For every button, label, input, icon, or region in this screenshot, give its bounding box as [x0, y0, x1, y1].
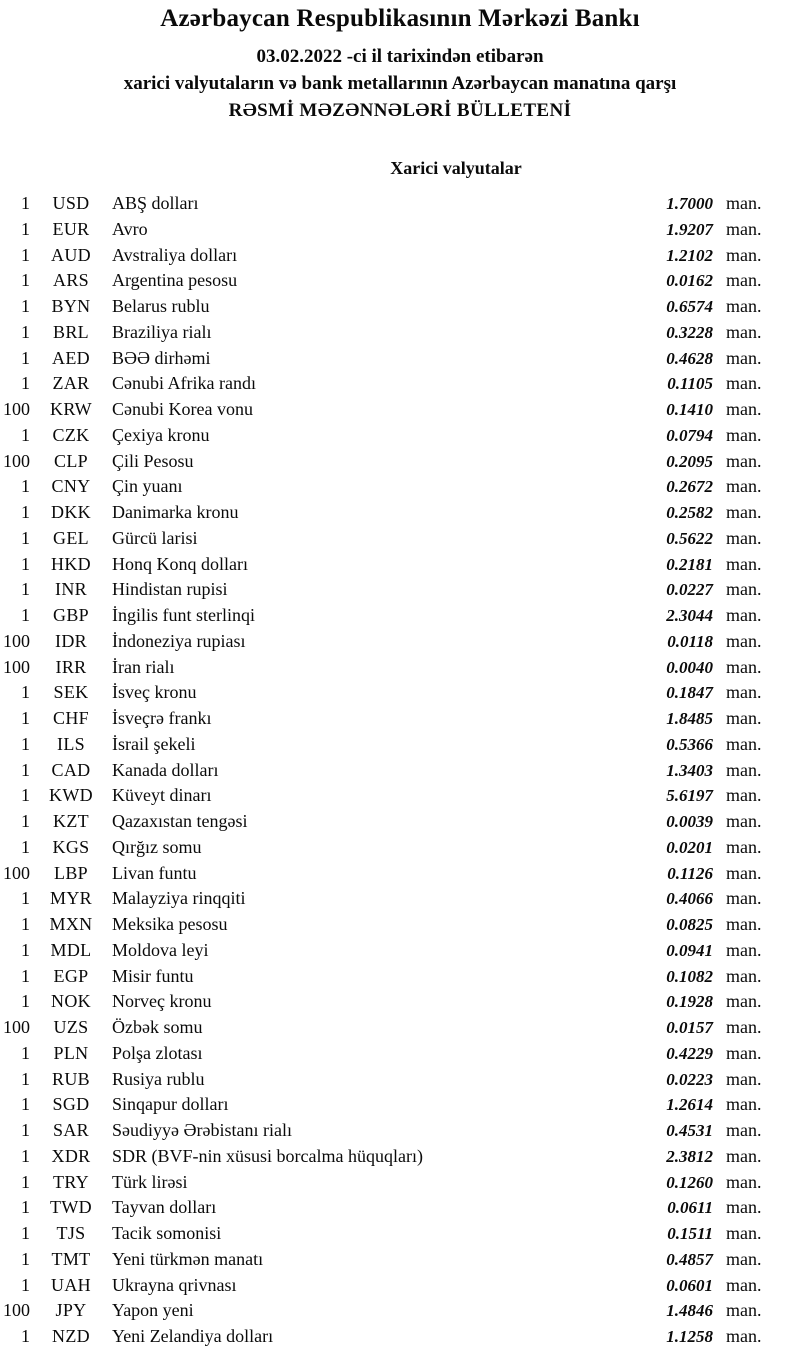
currency-code: KGS — [52, 836, 90, 857]
currency-code: MXN — [49, 914, 93, 934]
currency-name: İndoneziya rupiası — [112, 630, 246, 651]
rate-value: 0.5366 — [666, 734, 713, 754]
unit-quantity: 1 — [21, 991, 30, 1012]
currency-code: TJS — [56, 1223, 86, 1243]
rate-unit: man. — [726, 965, 762, 986]
currency-code: CHF — [53, 708, 89, 728]
currency-name: Danimarka kronu — [112, 502, 239, 522]
unit-quantity: 1 — [21, 527, 30, 548]
exchange-rate-row — [0, 1118, 773, 1144]
exchange-rate-row — [0, 1324, 773, 1350]
rate-unit: man. — [726, 605, 762, 625]
currency-code: INR — [55, 579, 87, 600]
exchange-rate-row — [0, 500, 773, 526]
rate-unit: man. — [726, 1326, 762, 1346]
rate-value: 0.2582 — [666, 503, 713, 522]
exchange-rate-row — [0, 1041, 773, 1067]
section-title-foreign-currencies: Xarici valyutalar — [390, 158, 522, 178]
rate-value: 1.7000 — [666, 194, 713, 213]
rate-value: 0.5622 — [666, 528, 713, 548]
rate-value: 0.1082 — [666, 966, 713, 986]
currency-code: JPY — [55, 1300, 87, 1321]
currency-code: UAH — [51, 1274, 91, 1295]
currency-code: ILS — [57, 733, 85, 754]
rate-value: 0.0157 — [666, 1018, 713, 1037]
currency-code: UZS — [53, 1017, 89, 1037]
unit-quantity: 1 — [21, 296, 30, 316]
unit-quantity: 1 — [21, 1248, 30, 1269]
currency-name: İsveç kronu — [112, 682, 197, 703]
unit-quantity: 1 — [21, 888, 30, 909]
unit-quantity: 1 — [21, 553, 30, 574]
currency-code: KRW — [50, 399, 92, 419]
currency-name: Yeni Zelandiya dolları — [112, 1326, 274, 1346]
currency-name: Küveyt dinarı — [112, 785, 212, 806]
exchange-rate-row — [0, 1092, 773, 1118]
exchange-rate-row — [0, 217, 773, 243]
currency-name: Meksika pesosu — [112, 914, 228, 934]
currency-name: Livan funtu — [112, 862, 197, 883]
currency-code: CZK — [52, 424, 90, 445]
unit-quantity: 100 — [3, 862, 30, 883]
currency-code: MYR — [50, 888, 92, 909]
currency-code: AUD — [51, 244, 91, 265]
exchange-rate-row — [0, 758, 773, 784]
exchange-rate-row — [0, 397, 773, 423]
currency-code: LBP — [54, 862, 88, 883]
exchange-rate-row — [0, 294, 773, 320]
rate-value: 1.2614 — [666, 1095, 713, 1115]
unit-quantity: 1 — [21, 914, 30, 934]
unit-quantity: 1 — [21, 836, 30, 857]
exchange-rate-row — [0, 243, 773, 269]
currency-name: Sinqapur dolları — [112, 1094, 229, 1115]
exchange-rate-row — [0, 191, 773, 217]
currency-name: Çexiya kronu — [112, 424, 210, 445]
currency-name: Cənubi Korea vonu — [112, 399, 253, 419]
currency-name: Polşa zlotası — [112, 1042, 203, 1063]
rate-value: 0.1126 — [667, 863, 713, 883]
unit-quantity: 1 — [21, 811, 30, 831]
rate-unit: man. — [726, 244, 762, 265]
rate-value: 0.1928 — [666, 992, 713, 1012]
currency-code: TMT — [51, 1248, 91, 1269]
exchange-rate-row — [0, 989, 773, 1015]
currency-name: İran rialı — [112, 656, 175, 677]
currency-code: NZD — [52, 1326, 90, 1346]
rate-unit: man. — [726, 656, 762, 677]
unit-quantity: 100 — [3, 1300, 30, 1321]
currency-code: KZT — [53, 811, 89, 831]
rate-value: 0.0227 — [666, 580, 713, 600]
rate-value: 0.2672 — [666, 477, 713, 497]
rate-unit: man. — [726, 1197, 762, 1218]
rate-value: 0.0162 — [666, 271, 713, 291]
currency-name: Cənubi Afrika randı — [112, 373, 256, 394]
exchange-rate-row — [0, 371, 773, 397]
rate-unit: man. — [726, 347, 762, 368]
currency-name: Türk lirəsi — [112, 1171, 188, 1192]
rate-value: 0.3228 — [666, 322, 713, 342]
rate-value: 0.0825 — [666, 915, 713, 934]
unit-quantity: 1 — [21, 1171, 30, 1192]
currency-code: PLN — [53, 1042, 89, 1063]
exchange-rate-row — [0, 1247, 773, 1273]
currency-code: BRL — [53, 321, 89, 342]
unit-quantity: 1 — [21, 1120, 30, 1140]
currency-name: Qazaxıstan tengəsi — [112, 811, 248, 831]
rate-value: 0.1410 — [666, 400, 713, 419]
rate-value: 0.4531 — [666, 1121, 713, 1140]
unit-quantity: 1 — [21, 373, 30, 394]
unit-quantity: 1 — [21, 1326, 30, 1346]
currency-name: Moldova leyi — [112, 939, 209, 960]
rate-value: 2.3044 — [666, 606, 713, 625]
rate-unit: man. — [726, 1274, 762, 1295]
unit-quantity: 1 — [21, 605, 30, 625]
currency-name: İngilis funt sterlinqi — [112, 605, 255, 625]
unit-quantity: 1 — [21, 1197, 30, 1218]
rate-unit: man. — [726, 1223, 762, 1243]
unit-quantity: 1 — [21, 1274, 30, 1295]
rate-value: 0.0941 — [666, 940, 713, 960]
exchange-rate-row — [0, 783, 773, 809]
unit-quantity: 1 — [21, 733, 30, 754]
currency-name: Tacik somonisi — [112, 1223, 222, 1243]
currency-code: CAD — [51, 759, 91, 780]
rate-unit: man. — [726, 296, 762, 316]
effective-date-line: 03.02.2022 -ci il tarixindən etibarən — [256, 46, 544, 67]
rate-value: 0.0611 — [667, 1198, 713, 1218]
rate-unit: man. — [726, 424, 762, 445]
unit-quantity: 100 — [3, 630, 30, 651]
currency-name: İsveçrə frankı — [112, 708, 212, 728]
unit-quantity: 1 — [21, 270, 30, 291]
exchange-rate-row — [0, 1195, 773, 1221]
currency-code: EGP — [53, 965, 89, 986]
currency-code: GBP — [53, 605, 89, 625]
currency-name: Tayvan dolları — [112, 1197, 217, 1218]
currency-name: Yeni türkmən manatı — [112, 1248, 264, 1269]
unit-quantity: 100 — [3, 1017, 30, 1037]
exchange-rate-row — [0, 1144, 773, 1170]
rate-unit: man. — [726, 630, 762, 651]
bank-title: Azərbaycan Respublikasının Mərkəzi Bankı — [160, 5, 640, 32]
currency-name: Yapon yeni — [112, 1300, 194, 1321]
unit-quantity: 1 — [21, 1094, 30, 1115]
rate-unit: man. — [726, 476, 762, 497]
rate-unit: man. — [726, 270, 762, 291]
exchange-rate-row — [0, 964, 773, 990]
rate-value: 1.4846 — [666, 1301, 713, 1321]
exchange-rate-row — [0, 655, 773, 681]
unit-quantity: 1 — [21, 321, 30, 342]
exchange-rate-row — [0, 320, 773, 346]
currency-name: Misir funtu — [112, 965, 194, 986]
rate-unit: man. — [726, 450, 762, 471]
rate-value: 1.9207 — [666, 219, 713, 239]
exchange-rate-row — [0, 886, 773, 912]
rate-unit: man. — [726, 991, 762, 1012]
exchange-rate-row — [0, 474, 773, 500]
rate-unit: man. — [726, 1248, 762, 1269]
currency-name: Kanada dolları — [112, 759, 219, 780]
exchange-rate-row — [0, 1067, 773, 1093]
exchange-rate-row — [0, 346, 773, 372]
rate-value: 5.6197 — [666, 786, 713, 806]
rate-unit: man. — [726, 1017, 762, 1037]
unit-quantity: 1 — [21, 579, 30, 600]
currency-code: ARS — [53, 270, 89, 291]
exchange-rate-row — [0, 732, 773, 758]
currency-code: CLP — [54, 450, 88, 471]
currency-name: Gürcü larisi — [112, 527, 198, 548]
unit-quantity: 1 — [21, 244, 30, 265]
currency-name: Rusiya rublu — [112, 1068, 205, 1089]
exchange-rate-row — [0, 423, 773, 449]
rate-value: 0.1105 — [667, 374, 713, 394]
currency-name: Ukrayna qrivnası — [112, 1274, 237, 1295]
currency-code: NOK — [51, 991, 91, 1012]
currency-code: SEK — [53, 682, 89, 703]
rate-value: 0.0601 — [666, 1275, 713, 1295]
exchange-rate-row — [0, 706, 773, 732]
rate-value: 2.3812 — [666, 1146, 713, 1166]
bulletin-title: RƏSMİ MƏZƏNNƏLƏRİ BÜLLETENİ — [228, 100, 572, 121]
currency-code: SGD — [52, 1094, 90, 1115]
unit-quantity: 1 — [21, 193, 30, 213]
currency-code: TWD — [50, 1197, 92, 1218]
rate-value: 0.6574 — [666, 297, 713, 316]
currency-code: XDR — [51, 1145, 91, 1166]
exchange-rates-table — [0, 191, 773, 1350]
unit-quantity: 1 — [21, 1223, 30, 1243]
currency-code: BYN — [51, 296, 91, 316]
rate-value: 0.0201 — [666, 837, 713, 857]
currency-name: Malayziya rinqqiti — [112, 888, 246, 909]
exchange-rate-row — [0, 1273, 773, 1299]
rate-value: 0.4628 — [666, 348, 713, 368]
rate-unit: man. — [726, 1068, 762, 1089]
unit-quantity: 1 — [21, 939, 30, 960]
rate-unit: man. — [726, 708, 762, 728]
rate-value: 0.0118 — [667, 631, 713, 651]
rate-value: 0.2181 — [666, 554, 713, 574]
unit-quantity: 100 — [3, 656, 30, 677]
rate-value: 0.1511 — [667, 1224, 713, 1243]
unit-quantity: 1 — [21, 1068, 30, 1089]
rate-unit: man. — [726, 527, 762, 548]
rate-value: 0.2095 — [666, 451, 713, 471]
exchange-rate-row — [0, 938, 773, 964]
currency-name: SDR (BVF-nin xüsusi borcalma hüquqları) — [112, 1145, 423, 1166]
currency-name: Belarus rublu — [112, 296, 210, 316]
exchange-rate-row — [0, 629, 773, 655]
rate-value: 0.1847 — [666, 683, 713, 703]
currency-code: CNY — [51, 476, 91, 497]
rate-unit: man. — [726, 1094, 762, 1115]
currency-name: Qırğız somu — [112, 836, 202, 857]
unit-quantity: 100 — [3, 450, 30, 471]
rate-unit: man. — [726, 811, 762, 831]
rate-value: 1.8485 — [666, 709, 713, 728]
rate-unit: man. — [726, 1120, 762, 1140]
rate-value: 0.4229 — [666, 1043, 713, 1063]
rate-unit: man. — [726, 759, 762, 780]
exchange-rate-row — [0, 680, 773, 706]
currency-code: ZAR — [52, 373, 90, 394]
currency-code: IRR — [55, 656, 87, 677]
currency-code: DKK — [51, 502, 91, 522]
currency-code: IDR — [55, 630, 87, 651]
subject-line: xarici valyutaların və bank metallarının Azərbaycan manatına qarşı — [123, 73, 677, 94]
rate-unit: man. — [726, 733, 762, 754]
exchange-rate-row — [0, 268, 773, 294]
rate-unit: man. — [726, 939, 762, 960]
exchange-rate-row — [0, 1015, 773, 1041]
rate-unit: man. — [726, 785, 762, 806]
exchange-rate-row — [0, 809, 773, 835]
exchange-rate-row — [0, 552, 773, 578]
currency-name: Çili Pesosu — [112, 450, 194, 471]
unit-quantity: 1 — [21, 682, 30, 703]
unit-quantity: 1 — [21, 965, 30, 986]
currency-name: Özbək somu — [112, 1017, 203, 1037]
currency-code: TRY — [53, 1171, 89, 1192]
exchange-rate-row — [0, 577, 773, 603]
currency-name: BƏƏ dirhəmi — [112, 347, 211, 368]
rate-unit: man. — [726, 218, 762, 239]
unit-quantity: 1 — [21, 785, 30, 806]
currency-code: HKD — [51, 553, 91, 574]
exchange-rate-row — [0, 1298, 773, 1324]
currency-code: KWD — [49, 785, 93, 806]
rate-unit: man. — [726, 321, 762, 342]
exchange-rate-row — [0, 835, 773, 861]
rate-unit: man. — [726, 373, 762, 394]
rate-value: 0.0040 — [666, 657, 713, 677]
rate-value: 0.0794 — [666, 425, 713, 445]
rate-value: 0.4066 — [666, 889, 713, 909]
currency-code: GEL — [53, 527, 89, 548]
rate-unit: man. — [726, 1300, 762, 1321]
rate-unit: man. — [726, 682, 762, 703]
rate-unit: man. — [726, 502, 762, 522]
currency-name: Honq Konq dolları — [112, 553, 248, 574]
rate-unit: man. — [726, 836, 762, 857]
unit-quantity: 1 — [21, 759, 30, 780]
exchange-rate-row — [0, 603, 773, 629]
rate-value: 0.4857 — [666, 1249, 713, 1269]
currency-name: Avstraliya dolları — [112, 244, 238, 265]
currency-name: İsrail şekeli — [112, 733, 196, 754]
currency-code: MDL — [50, 939, 92, 960]
rate-value: 1.1258 — [666, 1327, 713, 1346]
rate-unit: man. — [726, 914, 762, 934]
unit-quantity: 1 — [21, 1042, 30, 1063]
rate-unit: man. — [726, 1042, 762, 1063]
rate-unit: man. — [726, 888, 762, 909]
rate-unit: man. — [726, 1171, 762, 1192]
currency-code: SAR — [53, 1120, 89, 1140]
exchange-rate-row — [0, 449, 773, 475]
exchange-rate-row — [0, 912, 773, 938]
rate-unit: man. — [726, 553, 762, 574]
unit-quantity: 1 — [21, 424, 30, 445]
currency-code: USD — [52, 193, 90, 213]
rate-value: 1.3403 — [666, 760, 713, 780]
rate-value: 0.0223 — [666, 1069, 713, 1089]
unit-quantity: 1 — [21, 502, 30, 522]
currency-name: Norveç kronu — [112, 991, 212, 1012]
currency-name: Avro — [112, 218, 148, 239]
rate-unit: man. — [726, 193, 762, 213]
rate-value: 0.1260 — [666, 1172, 713, 1192]
rate-unit: man. — [726, 862, 762, 883]
rate-unit: man. — [726, 579, 762, 600]
currency-code: AED — [52, 347, 90, 368]
exchange-rate-row — [0, 861, 773, 887]
unit-quantity: 1 — [21, 1145, 30, 1166]
rate-unit: man. — [726, 399, 762, 419]
unit-quantity: 100 — [3, 399, 30, 419]
currency-code: EUR — [52, 218, 90, 239]
rate-value: 1.2102 — [666, 245, 713, 265]
rate-unit: man. — [726, 1145, 762, 1166]
currency-name: Səudiyyə Ərəbistanı rialı — [112, 1120, 292, 1140]
unit-quantity: 1 — [21, 218, 30, 239]
currency-name: Argentina pesosu — [112, 270, 238, 291]
exchange-rate-row — [0, 526, 773, 552]
unit-quantity: 1 — [21, 347, 30, 368]
currency-code: RUB — [52, 1068, 90, 1089]
unit-quantity: 1 — [21, 708, 30, 728]
exchange-rate-row — [0, 1170, 773, 1196]
currency-name: ABŞ dolları — [112, 193, 199, 213]
currency-name: Çin yuanı — [112, 476, 183, 497]
unit-quantity: 1 — [21, 476, 30, 497]
rate-value: 0.0039 — [666, 812, 713, 831]
currency-name: Braziliya rialı — [112, 321, 212, 342]
currency-name: Hindistan rupisi — [112, 579, 228, 600]
exchange-rate-row — [0, 1221, 773, 1247]
